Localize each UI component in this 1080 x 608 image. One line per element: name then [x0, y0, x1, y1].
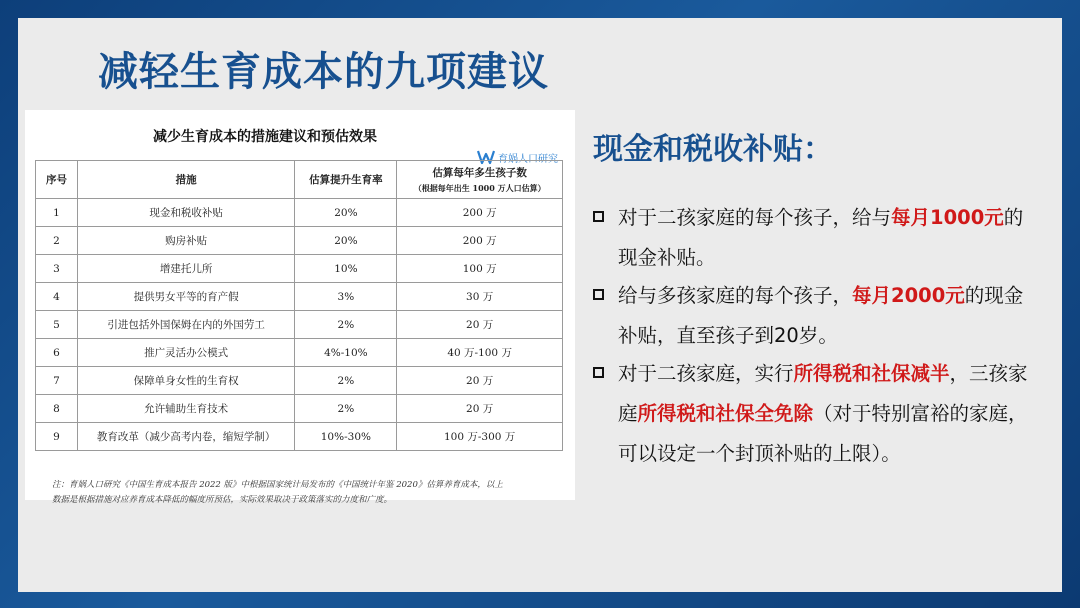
bullet-text-part: 对于二孩家庭的每个孩子，给与 — [618, 206, 892, 229]
header-no: 序号 — [36, 161, 78, 199]
bullet-text-part: 的现金补贴。 — [618, 206, 1024, 269]
table-row — [36, 283, 563, 311]
cell-no: 8 — [36, 395, 78, 423]
cell-no: 9 — [36, 423, 78, 451]
cell-measure: 提供男女平等的育产假 — [77, 283, 295, 311]
table-row — [36, 339, 563, 367]
bullet-text-part: 给与多孩家庭的每个孩子， — [618, 284, 853, 307]
page-title: 减轻生育成本的九项建议 — [98, 49, 549, 95]
header-measure: 措施 — [77, 161, 295, 199]
table-row — [36, 423, 563, 451]
bullet-text-part: 对于二孩家庭，实行 — [618, 362, 794, 385]
bullet-item — [593, 354, 1033, 474]
bullet-text-part: ，三孩家庭 — [618, 362, 1028, 425]
cell-births: 100 万 — [397, 255, 563, 283]
emphasis-text: 所得税和社保全免除 — [637, 402, 814, 425]
bullet-text — [593, 354, 1033, 474]
bullet-text-part: （对于特别富裕的家庭，可以设定一个封顶补贴的上限）。 — [618, 402, 1028, 465]
header-births-label: 估算每年多生孩子数 — [432, 167, 527, 179]
table-caption: 减少生育成本的措施建议和预估效果 — [153, 129, 377, 145]
emphasis-text: 每月1000元 — [891, 206, 1004, 229]
table-header-row — [36, 161, 563, 199]
checkbox-square-icon — [593, 367, 604, 378]
table-footnote — [52, 478, 552, 508]
cell-births: 20 万 — [397, 395, 563, 423]
cell-no: 5 — [36, 311, 78, 339]
table-row — [36, 367, 563, 395]
bullet-text-part: 的现金补贴，直至孩子到20岁。 — [618, 284, 1024, 347]
cell-measure: 引进包括外国保姆在内的外国劳工 — [77, 311, 295, 339]
emphasis-text: 所得税和社保减半 — [793, 362, 950, 385]
bullet-item — [593, 276, 1033, 356]
header-births — [397, 161, 563, 199]
cell-measure: 购房补贴 — [77, 227, 295, 255]
cell-no: 1 — [36, 199, 78, 227]
cell-rate: 2% — [295, 311, 397, 339]
cell-births: 30 万 — [397, 283, 563, 311]
logo-text: 育娲人口研究 — [498, 153, 558, 165]
footnote-line: 数据是根据措施对应养育成本降低的幅度所预估，实际效果取决于政策落实的力度和广度。 — [52, 495, 393, 505]
cell-births: 100 万-300 万 — [397, 423, 563, 451]
table-row — [36, 395, 563, 423]
cell-measure: 允许辅助生育技术 — [77, 395, 295, 423]
checkbox-square-icon — [593, 211, 604, 222]
cell-rate: 4%-10% — [295, 339, 397, 367]
cell-measure: 现金和税收补贴 — [77, 199, 295, 227]
table-row — [36, 227, 563, 255]
cell-rate: 10% — [295, 255, 397, 283]
cell-births: 20 万 — [397, 311, 563, 339]
cell-rate: 20% — [295, 199, 397, 227]
table-row — [36, 255, 563, 283]
cell-measure: 教育改革（减少高考内卷，缩短学制） — [77, 423, 295, 451]
cell-no: 3 — [36, 255, 78, 283]
cell-no: 7 — [36, 367, 78, 395]
header-births-note: （根据每年出生 1000 万人口估算） — [413, 183, 546, 193]
cell-no: 4 — [36, 283, 78, 311]
cell-no: 6 — [36, 339, 78, 367]
table-row — [36, 199, 563, 227]
checkbox-square-icon — [593, 289, 604, 300]
cell-rate: 2% — [295, 367, 397, 395]
table-row — [36, 311, 563, 339]
cell-rate: 2% — [295, 395, 397, 423]
footnote-line: 注：育娲人口研究《中国生育成本报告 2022 版》中根据国家统计局发布的《中国统计年鉴 2020》估算养育成本，以上 — [52, 480, 503, 490]
section-heading: 现金和税收补贴： — [593, 132, 833, 167]
table-figure — [25, 110, 575, 505]
emphasis-text: 每月2000元 — [852, 284, 965, 307]
header-rate: 估算提升生育率 — [295, 161, 397, 199]
cell-births: 40 万-100 万 — [397, 339, 563, 367]
bullet-item — [593, 198, 1033, 278]
cell-births: 20 万 — [397, 367, 563, 395]
cell-measure: 保障单身女性的生育权 — [77, 367, 295, 395]
cell-births: 200 万 — [397, 199, 563, 227]
cell-births: 200 万 — [397, 227, 563, 255]
cell-rate: 3% — [295, 283, 397, 311]
cell-measure: 增建托儿所 — [77, 255, 295, 283]
cell-no: 2 — [36, 227, 78, 255]
cell-rate: 10%-30% — [295, 423, 397, 451]
measures-table — [35, 160, 563, 451]
cell-measure: 推广灵活办公模式 — [77, 339, 295, 367]
bullet-text — [593, 198, 1033, 278]
bullet-text — [593, 276, 1033, 356]
cell-rate: 20% — [295, 227, 397, 255]
